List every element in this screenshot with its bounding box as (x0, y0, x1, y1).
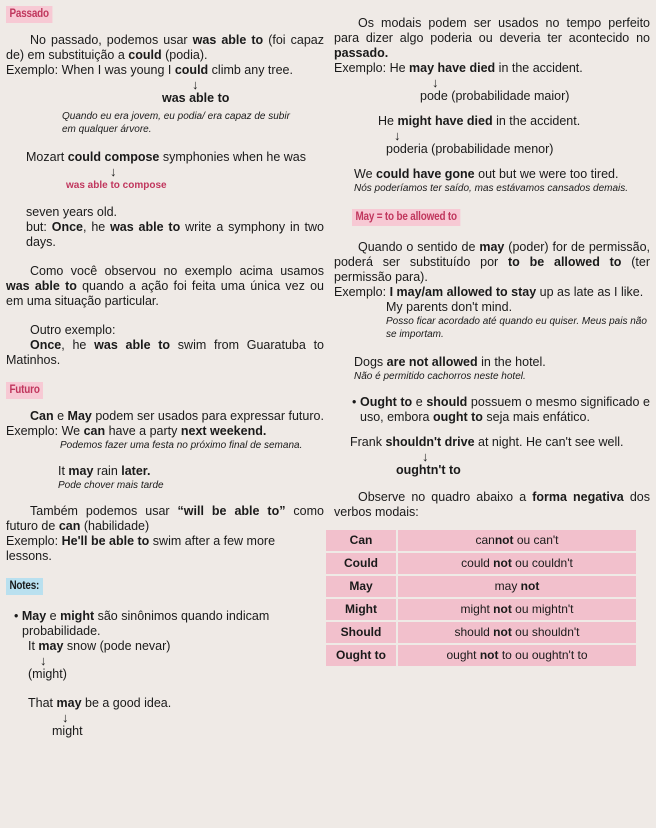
down-arrow-icon: ↓ (394, 128, 401, 143)
down-arrow-icon: ↓ (110, 164, 117, 179)
passado-example-2-substitute: was able to compose (66, 180, 167, 191)
passado-example-1-substitute: was able to (162, 91, 230, 105)
passado-example-3: but: Once, he was able to write a symphony in two days. (26, 220, 325, 249)
down-arrow-icon: ↓ (422, 449, 429, 464)
passado-example-1-translation: Quando eu era jovem, eu podia/ era capaz de subir em qualquer árvore. (62, 111, 290, 135)
passado-paragraph-1: No passado, podemos usar was able to (foi capaz de) em substituição a could (podia). (6, 33, 324, 62)
down-arrow-icon: ↓ (62, 710, 69, 725)
intro-example-3: We could have gone out but we were too tired. (354, 167, 619, 181)
table-row (326, 645, 636, 666)
section-heading-futuro: Futuro (6, 382, 43, 399)
passado-example-4: Once, he was able to swim from Guaratuba to Matinhos. (6, 338, 324, 367)
may-allowed-example-3-alt: oughtn't to (396, 463, 461, 477)
futuro-example-2: It may rain later. (58, 464, 151, 478)
negative-form-cell: cannot ou can't (398, 530, 636, 551)
modal-verb-cell: Ought to (326, 645, 398, 666)
right-column (334, 6, 650, 668)
down-arrow-icon: ↓ (192, 77, 199, 92)
intro-example-2-alt: poderia (probabilidade menor) (386, 142, 554, 156)
passado-paragraph-2: Como você observou no exemplo acima usamos was able to quando a ação foi feita uma única vez ou em uma situação particular. (6, 264, 324, 308)
may-allowed-paragraph-2: • Ought to e should possuem o mesmo significado e uso, embora ought to seja mais enfático. (352, 395, 650, 424)
notes-example-2-alt: might (52, 724, 83, 738)
may-allowed-example-3: Frank shouldn't drive at night. He can't see well. (350, 435, 624, 449)
futuro-example-2-translation: Pode chover mais tarde (58, 480, 164, 491)
notes-example-1: It may snow (pode nevar) (28, 639, 171, 653)
passado-example-1: Exemplo: When I was young I could climb any tree. (6, 63, 293, 77)
futuro-example-1-translation: Podemos fazer uma festa no próximo final de semana. (60, 440, 303, 451)
section-heading-notes: Notes: (6, 578, 43, 595)
modal-verb-cell: Could (326, 553, 398, 574)
table-row (326, 599, 636, 620)
may-allowed-example-1: Exemplo: I may/am allowed to stay up as late as I like. (334, 285, 644, 299)
modal-verb-cell: May (326, 576, 398, 597)
negative-form-cell: should not ou shouldn't (398, 622, 636, 643)
futuro-example-3: Exemplo: He'll be able to swim after a few more lessons. (6, 534, 276, 563)
down-arrow-icon: ↓ (40, 653, 47, 668)
notes-example-1-alt: (might) (28, 667, 67, 681)
passado-paragraph-3: Outro exemplo: (30, 323, 116, 337)
modal-verb-cell: Might (326, 599, 398, 620)
passado-example-2-end: seven years old. (26, 205, 118, 219)
may-allowed-example-2-translation: Não é permitido cachorros neste hotel. (354, 371, 526, 382)
may-allowed-paragraph-3: Observe no quadro abaixo a forma negativa dos verbos modais: (334, 490, 650, 519)
negative-form-cell: may not (398, 576, 636, 597)
may-allowed-example-1-cont: My parents don't mind. (386, 300, 513, 314)
may-allowed-example-2: Dogs are not allowed in the hotel. (354, 355, 546, 369)
modal-verb-cell: Can (326, 530, 398, 551)
futuro-example-1: Exemplo: We can have a party next weekend. (6, 424, 267, 438)
negative-form-cell: ought not to ou oughtn't to (398, 645, 636, 666)
intro-paragraph-1: Os modais podem ser usados no tempo perfeito para dizer algo poderia ou deveria ter acontecido no passado. (334, 16, 650, 60)
intro-example-1-alt: pode (probabilidade maior) (420, 89, 570, 103)
notes-example-2: That may be a good idea. (28, 696, 172, 710)
table-row (326, 622, 636, 643)
section-heading-may-allowed: May = to be allowed to (352, 209, 460, 226)
negative-form-cell: might not ou mightn't (398, 599, 636, 620)
negative-forms-table (326, 528, 636, 668)
may-allowed-paragraph-1: Quando o sentido de may (poder) for de permissão, poderá ser substituído por to be allowed to (ter permissão para). (334, 240, 651, 284)
futuro-paragraph-2: Também podemos usar “will be able to” como futuro de can (habilidade) (6, 504, 324, 533)
notes-paragraph-1: • May e might são sinônimos quando indicam probabilidade. (14, 609, 270, 638)
futuro-paragraph-1: Can e May podem ser usados para expressar futuro. (30, 409, 324, 423)
passado-example-2: Mozart could compose symphonies when he was (26, 150, 306, 164)
modal-verb-cell: Should (326, 622, 398, 643)
section-heading-passado: Passado (6, 6, 52, 23)
down-arrow-icon: ↓ (432, 75, 439, 90)
negative-form-cell: could not ou couldn't (398, 553, 636, 574)
table-row (326, 576, 636, 597)
intro-example-2: He might have died in the accident. (378, 114, 581, 128)
intro-example-3-translation: Nós poderíamos ter saído, mas estávamos cansados demais. (354, 183, 629, 194)
table-row (326, 530, 636, 551)
intro-example-1: Exemplo: He may have died in the accident. (334, 61, 583, 75)
left-column (6, 6, 324, 739)
table-row (326, 553, 636, 574)
may-allowed-example-1-translation: Posso ficar acordado até quando eu quiser. Meus pais não se importam. (386, 316, 647, 340)
